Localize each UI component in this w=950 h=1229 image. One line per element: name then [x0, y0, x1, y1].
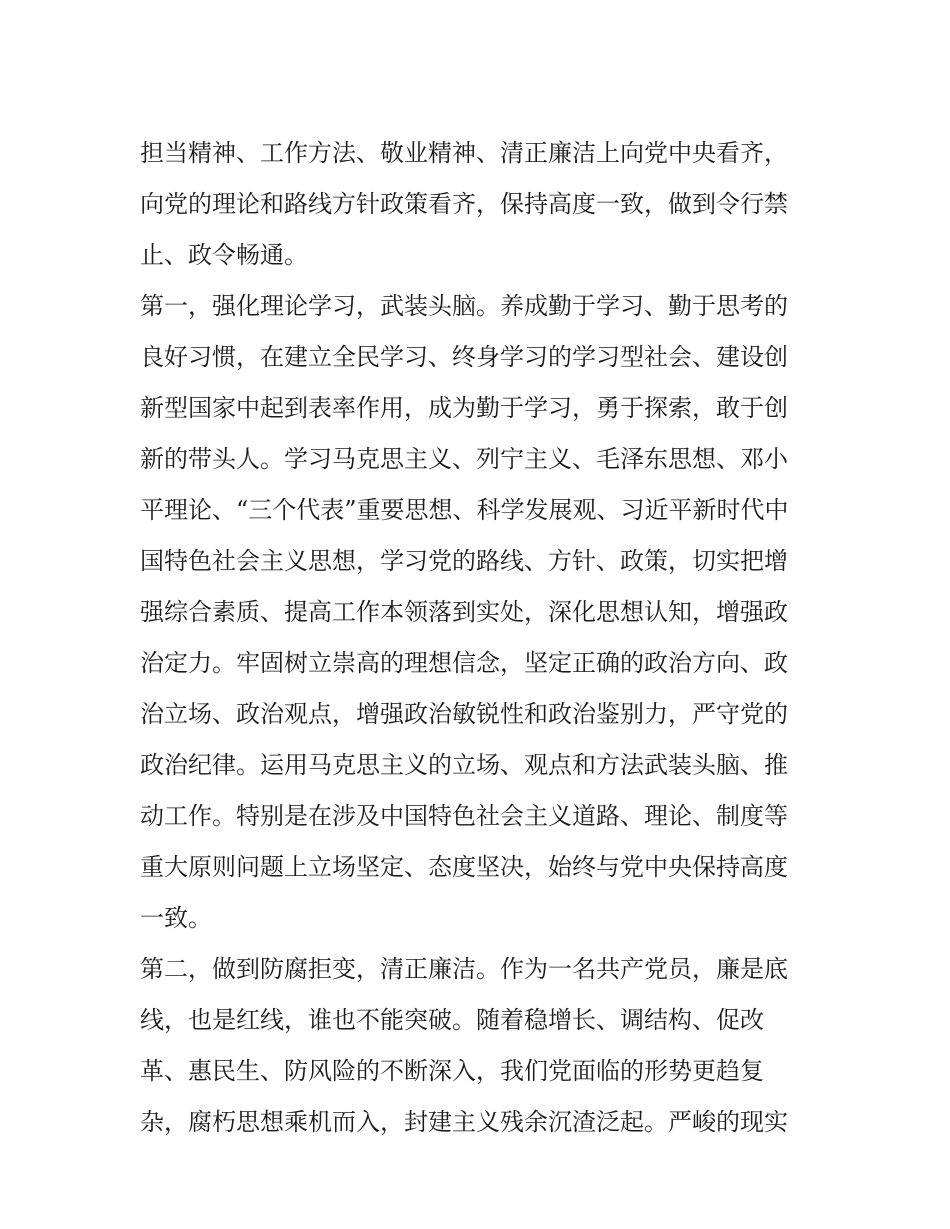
- text-line-10: 强综合素质、提高工作本领落到实处，深化思想认知，增强政: [140, 598, 788, 626]
- text-line-9: 国特色社会主义思想，学习党的路线、方针、政策，切实把增: [140, 547, 788, 575]
- text-line-20: 杂，腐朽思想乘机而入，封建主义残余沉渣泛起。严峻的现实: [140, 1108, 788, 1136]
- text-line-19: 革、惠民生、防风险的不断深入，我们党面临的形势更趋复: [140, 1057, 764, 1085]
- text-line-11: 治定力。牢固树立崇高的理想信念，坚定正确的政治方向、政: [140, 649, 788, 677]
- text-line-16: 一致。: [140, 904, 212, 932]
- text-line-14: 动工作。特别是在涉及中国特色社会主义道路、理论、制度等: [140, 802, 788, 830]
- text-line-1: 担当精神、工作方法、敬业精神、清正廉洁上向党中央看齐，: [140, 139, 788, 167]
- text-line-3: 止、政令畅通。: [140, 241, 308, 269]
- text-line-4: 第一，强化理论学习，武装头脑。养成勤于学习、勤于思考的: [140, 292, 788, 320]
- text-line-12: 治立场、政治观点，增强政治敏锐性和政治鉴别力，严守党的: [140, 700, 788, 728]
- text-line-6: 新型国家中起到表率作用，成为勤于学习，勇于探索，敢于创: [140, 394, 788, 422]
- text-line-2: 向党的理论和路线方针政策看齐，保持高度一致，做到令行禁: [140, 190, 788, 218]
- text-line-7: 新的带头人。学习马克思主义、列宁主义、毛泽东思想、邓小: [140, 445, 788, 473]
- text-line-18: 线，也是红线，谁也不能突破。随着稳增长、调结构、促改: [140, 1006, 764, 1034]
- text-line-15: 重大原则问题上立场坚定、态度坚决，始终与党中央保持高度: [140, 853, 788, 881]
- text-line-5: 良好习惯，在建立全民学习、终身学习的学习型社会、建设创: [140, 343, 788, 371]
- body-text: [140, 128, 820, 1148]
- text-line-13: 政治纪律。运用马克思主义的立场、观点和方法武装头脑、推: [140, 751, 788, 779]
- text-line-8: 平理论、“三个代表”重要思想、科学发展观、习近平新时代中: [140, 496, 789, 524]
- text-line-17: 第二，做到防腐拒变，清正廉洁。作为一名共产党员，廉是底: [140, 955, 788, 983]
